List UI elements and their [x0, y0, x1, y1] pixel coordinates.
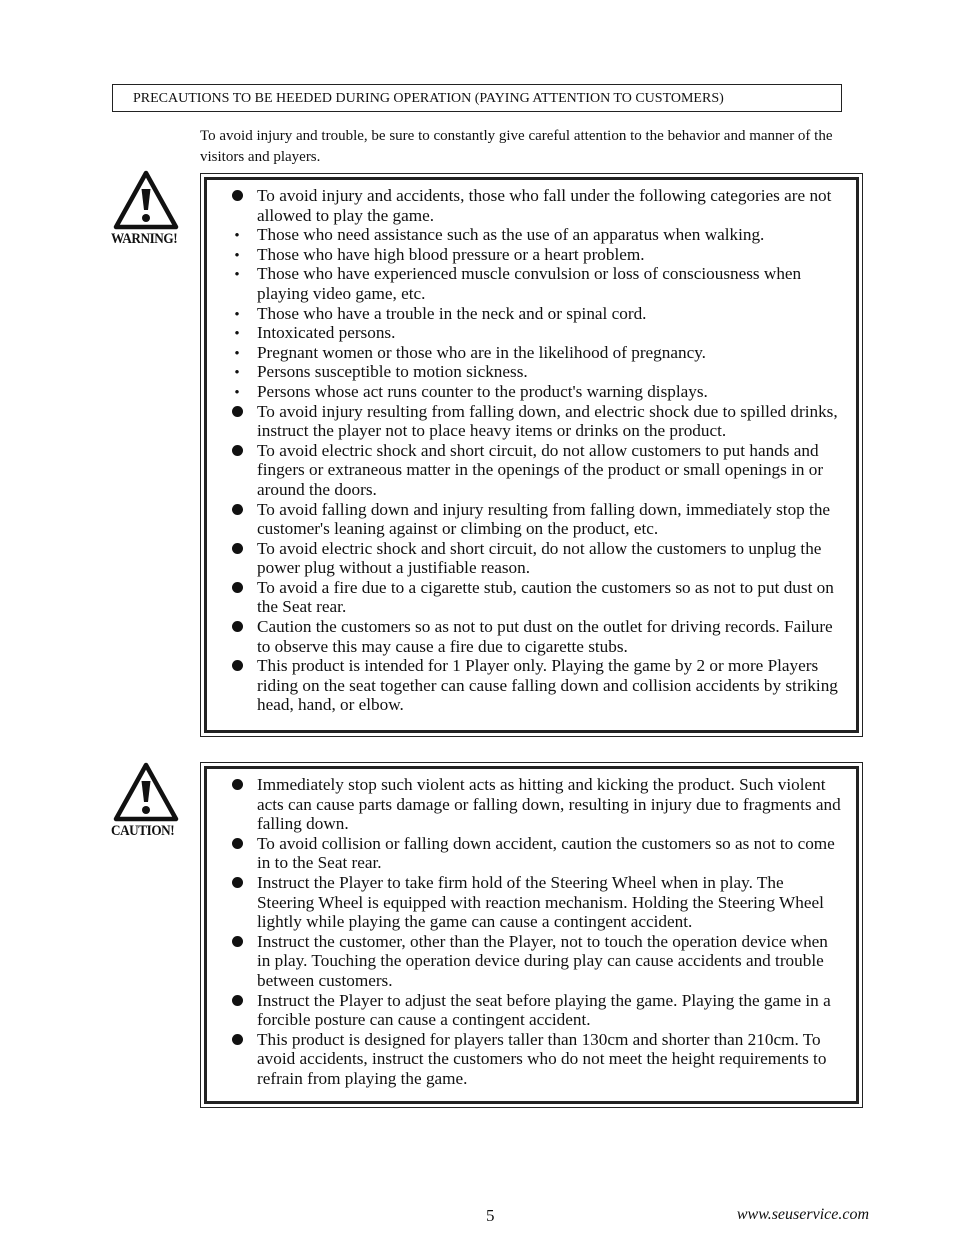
warning-triangle-icon — [113, 170, 179, 230]
warning-item — [221, 304, 842, 324]
caution-item — [221, 775, 842, 834]
warning-item-text: Those who need assistance such as the use of an apparatus when walking. — [257, 225, 765, 245]
bullet-dot-icon — [227, 932, 247, 952]
caution-sign — [111, 762, 181, 840]
caution-item — [221, 834, 842, 873]
caution-list — [221, 775, 842, 1089]
warning-sign — [111, 170, 181, 248]
warning-item — [221, 617, 842, 656]
caution-item-text: This product is designed for players taller than 130cm and shorter than 210cm. To avoid accidents, instruct the customers who do not meet the height requirements to refrain from playing the game. — [257, 1029, 827, 1088]
warning-item-text: Persons susceptible to motion sickness. — [257, 362, 528, 382]
warning-item — [221, 402, 842, 441]
warning-item-text: Those who have high blood pressure or a heart problem. — [257, 244, 645, 264]
caution-item-text: Instruct the Player to take firm hold of the Steering Wheel when in play. The Steering Wheel is equipped with reaction mechanism. Holding the Steering Wheel lightly while playing the game can cause a contingent accident. — [257, 872, 824, 932]
bullet-dot-icon — [227, 441, 247, 461]
caution-panel — [200, 762, 863, 1108]
caution-item-text: Immediately stop such violent acts as hitting and kicking the product. Such violent acts can cause parts damage or falling down, resulting in injury due to fragments and falling down. — [257, 775, 841, 834]
bullet-dot-icon — [227, 834, 247, 854]
warning-item-text: To avoid falling down and injury resulting from falling down, immediately stop the customer's leaning against or climbing on the product, etc. — [257, 499, 831, 539]
bullet-dot-icon — [227, 1030, 247, 1050]
bullet-small-icon: • — [234, 345, 240, 362]
bullet-small-icon: • — [234, 267, 240, 284]
warning-item — [221, 441, 842, 500]
bullet-dot-icon — [227, 402, 247, 422]
intro-text: To avoid injury and trouble, be sure to constantly give careful attention to the behavior and manner of the visitors and players. — [200, 128, 833, 165]
warning-item — [221, 362, 842, 382]
warning-item — [221, 225, 842, 245]
warning-item-text: Persons whose act runs counter to the product's warning displays. — [257, 381, 708, 401]
warning-item — [221, 323, 842, 343]
warning-item — [221, 245, 842, 265]
bullet-dot-icon — [227, 617, 247, 637]
warning-panel — [200, 173, 863, 737]
bullet-dot-icon — [227, 539, 247, 559]
bullet-small-icon: • — [234, 365, 240, 382]
caution-item — [221, 932, 842, 991]
warning-item — [221, 343, 842, 363]
section-header — [112, 84, 842, 112]
bullet-small-icon: • — [234, 326, 240, 343]
section-title: PRECAUTIONS TO BE HEEDED DURING OPERATION (PAYING ATTENTION TO CUSTOMERS) — [133, 91, 724, 106]
warning-item — [221, 539, 842, 578]
warning-item-text: To avoid a fire due to a cigarette stub, caution the customers so as not to put dust on the Seat rear. — [257, 577, 834, 617]
warning-item-text: This product is intended for 1 Player only. Playing the game by 2 or more Players riding on the seat together can cause falling down and collision accidents by striking head, hand, or elbow. — [257, 656, 838, 715]
caution-item — [221, 1030, 842, 1089]
warning-item — [221, 578, 842, 617]
warning-item-text: Caution the customers so as not to put dust on the outlet for driving records. Failure to observe this may cause a fire due to cigarette stubs. — [257, 617, 833, 656]
warning-item — [221, 500, 842, 539]
bullet-small-icon: • — [234, 306, 240, 323]
bullet-small-icon: • — [234, 228, 240, 245]
website-url: www.seuservice.com — [736, 1206, 869, 1223]
caution-item-text: Instruct the Player to adjust the seat before playing the game. Playing the game in a forcible posture can cause a contingent accident. — [257, 990, 831, 1030]
warning-item-text: To avoid electric shock and short circuit, do not allow customers to put hands and fingers or extraneous matter in the openings of the product or small openings in or around the doors. — [257, 440, 824, 499]
warning-item — [221, 186, 842, 225]
bullet-dot-icon — [227, 500, 247, 520]
warning-item-text: Those who have a trouble in the neck and or spinal cord. — [257, 303, 647, 323]
warning-item-text: Those who have experienced muscle convulsion or loss of consciousness when playing video game, etc. — [257, 264, 802, 303]
bullet-small-icon: • — [234, 384, 240, 401]
caution-label: CAUTION! — [111, 823, 175, 839]
warning-list — [221, 186, 842, 715]
page-number: 5 — [486, 1206, 495, 1225]
warning-item-text: Pregnant women or those who are in the likelihood of pregnancy. — [257, 342, 706, 362]
bullet-dot-icon — [227, 186, 247, 206]
warning-item-text: To avoid injury and accidents, those who fall under the following categories are not allowed to play the game. — [257, 186, 832, 225]
caution-item — [221, 873, 842, 932]
warning-item — [221, 382, 842, 402]
bullet-dot-icon — [227, 578, 247, 598]
bullet-dot-icon — [227, 873, 247, 893]
warning-item-text: To avoid injury resulting from falling down, and electric shock due to spilled drinks, instruct the player not to place heavy items or drinks on the product. — [257, 401, 838, 441]
caution-triangle-icon — [113, 762, 179, 822]
caution-item-text: Instruct the customer, other than the Player, not to touch the operation device when in play. Touching the operation device during play can cause accidents and trouble between customers. — [257, 931, 828, 990]
bullet-small-icon: • — [234, 247, 240, 264]
warning-label: WARNING! — [111, 231, 178, 247]
warning-item — [221, 264, 842, 303]
warning-item-text: Intoxicated persons. — [257, 323, 396, 343]
bullet-dot-icon — [227, 656, 247, 676]
bullet-dot-icon — [227, 775, 247, 795]
caution-item-text: To avoid collision or falling down accident, caution the customers so as not to come in to the Seat rear. — [257, 833, 835, 873]
bullet-dot-icon — [227, 991, 247, 1011]
warning-item — [221, 656, 842, 715]
caution-item — [221, 991, 842, 1030]
warning-item-text: To avoid electric shock and short circuit, do not allow the customers to unplug the power plug without a justifiable reason. — [257, 538, 822, 578]
